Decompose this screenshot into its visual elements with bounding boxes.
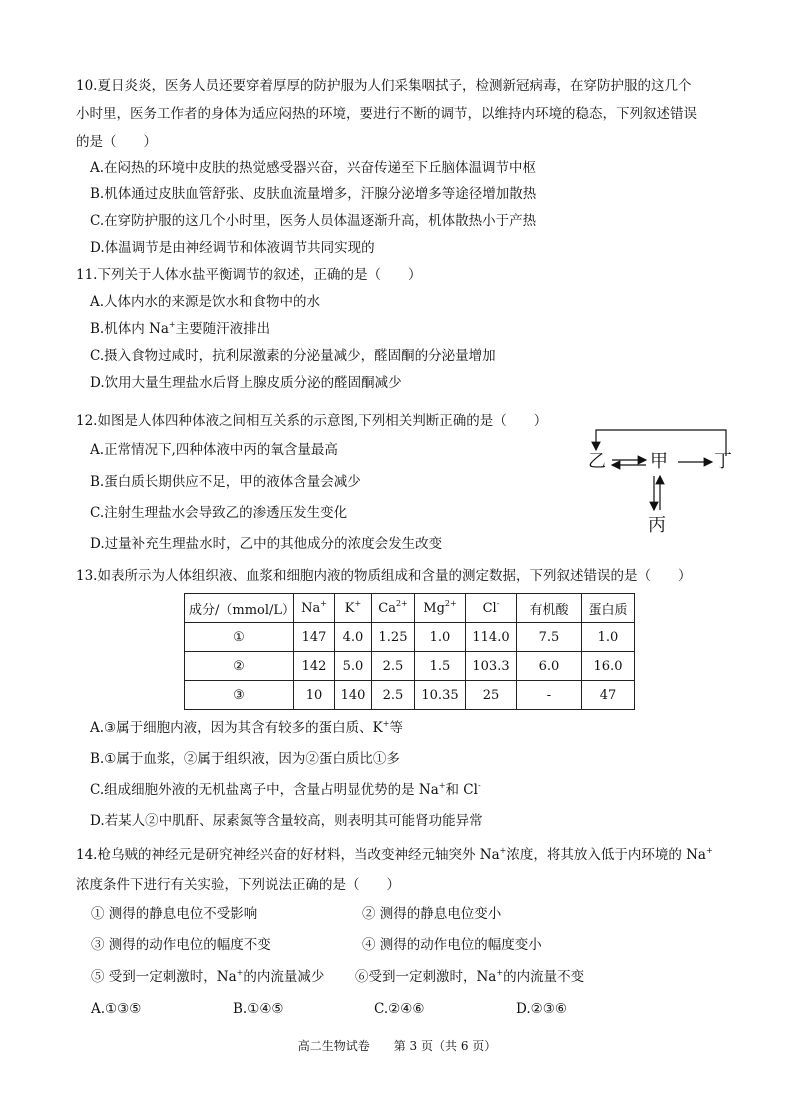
q10-stem-line3: 的是（ ）	[76, 134, 157, 150]
table-header-cell: Na+	[294, 594, 335, 623]
q11-option-d: D.饮用大量生理盐水后肾上腺皮质分泌的醛固酮减少	[90, 375, 402, 391]
q14-statement-3: ③ 测得的动作电位的幅度不变	[91, 937, 271, 953]
diagram-label-bing: 丙	[648, 515, 666, 536]
q10-option-c: C.在穿防护服的这几个小时里，医务人员体温逐渐升高，机体散热小于产热	[90, 213, 537, 229]
table-cell: 140	[335, 681, 372, 710]
table-cell: 5.0	[335, 652, 372, 681]
q14-statement-2: ② 测得的静息电位变小	[362, 906, 502, 922]
table-row	[185, 681, 635, 710]
q11-option-b: B.机体内 Na+主要随汗液排出	[90, 320, 271, 337]
q13-option-d: D.若某人②中肌酐、尿素氮等含量较高，则表明其可能肾功能异常	[90, 813, 483, 829]
table-header-row	[185, 594, 635, 623]
q14-statement-5: ⑤ 受到一定刺激时，Na+的内流量减少	[91, 968, 325, 985]
table-cell: 147	[294, 623, 335, 652]
diagram-label-ding: 丁	[714, 451, 732, 472]
table-header-cell: K+	[335, 594, 372, 623]
table-cell: 10.35	[415, 681, 466, 710]
q14-option-c: C.②④⑥	[374, 1001, 425, 1017]
q12-stem: 12.如图是人体四种体液之间相互关系的示意图,下列相关判断正确的是（ ）	[76, 413, 548, 429]
q11-option-a: A.人体内水的来源是饮水和食物中的水	[90, 294, 321, 310]
table-header-cell: $Ca^{2+}$	[372, 594, 415, 623]
table-cell: ②	[185, 652, 294, 681]
q13-option-b: B.①属于血浆，②属于组织液，因为②蛋白质比①多	[90, 751, 400, 767]
diagram-label-yi: 乙	[588, 451, 606, 472]
table-cell: 16.0	[582, 652, 635, 681]
table-cell: 47	[582, 681, 635, 710]
q10-option-d: D.体温调节是由神经调节和体液调节共同实现的	[90, 240, 375, 256]
table-cell: -	[517, 681, 582, 710]
table-cell: 142	[294, 652, 335, 681]
q14-statement-6: ⑥受到一定刺激时，Na+的内流量不变	[355, 968, 585, 985]
q13-stem: 13.如表所示为人体组织液、血浆和细胞内液的物质组成和含量的测定数据，下列叙述错误的是（ ）	[76, 568, 692, 584]
page-footer: 高二生物试卷 第 3 页（共 6 页）	[297, 1039, 497, 1053]
table-header-cell: $Mg^{2+}$	[415, 594, 466, 623]
table-cell: 114.0	[466, 623, 517, 652]
table-row	[185, 623, 635, 652]
composition-table	[184, 593, 635, 710]
q12-option-a: A.正常情况下,四种体液中丙的氧含量最高	[90, 442, 338, 458]
q14-statement-1: ① 测得的静息电位不受影响	[91, 906, 258, 922]
q14-stem-line1: 14.枪乌贼的神经元是研究神经兴奋的好材料，当改变神经元轴突外 Na+浓度，将其放入低于内环境的 Na+	[76, 846, 713, 863]
table-header-cell: 成分/（mmol/L）	[185, 594, 294, 623]
q11-stem: 11.下列关于人体水盐平衡调节的叙述，正确的是（ ）	[76, 267, 422, 283]
q14-statement-4: ④ 测得的动作电位的幅度变小	[362, 937, 542, 953]
table-header-cell: 蛋白质	[582, 594, 635, 623]
q11-option-c: C.摄入食物过咸时，抗利尿激素的分泌量减少，醛固酮的分泌量增加	[90, 348, 496, 364]
q10-stem-line1: 10.夏日炎炎，医务人员还要穿着厚厚的防护服为人们采集咽拭子，检测新冠病毒，在穿防护服的这几个	[76, 78, 692, 94]
table-cell: 10	[294, 681, 335, 710]
q13-option-c: C.组成细胞外液的无机盐离子中，含量占明显优势的是 Na+和 Cl-	[90, 781, 481, 798]
table-cell: 1.0	[415, 623, 466, 652]
q14-stem-line2: 浓度条件下进行有关实验，下列说法正确的是（ ）	[76, 877, 400, 893]
table-cell: 25	[466, 681, 517, 710]
table-cell: 7.5	[517, 623, 582, 652]
q10-stem-line2: 小时里，医务工作者的身体为适应闷热的环境，要进行不断的调节，以维持内环境的稳态，下列叙述错误	[76, 106, 697, 122]
q12-option-b: B.蛋白质长期供应不足，甲的液体含量会减少	[90, 474, 361, 490]
q10-option-a: A.在闷热的环境中皮肤的热觉感受器兴奋，兴奋传递至下丘脑体温调节中枢	[90, 160, 537, 176]
body-fluid-diagram	[588, 428, 748, 540]
table-cell: 4.0	[335, 623, 372, 652]
q14-option-d: D.②③⑥	[516, 1001, 567, 1017]
table-cell: 103.3	[466, 652, 517, 681]
q12-option-d: D.过量补充生理盐水时，乙中的其他成分的浓度会发生改变	[90, 536, 443, 552]
table-cell: 1.25	[372, 623, 415, 652]
q13-option-a: A.③属于细胞内液，因为其含有较多的蛋白质、K+等	[90, 719, 403, 736]
table-header-cell: 有机酸	[517, 594, 582, 623]
table-cell: 1.0	[582, 623, 635, 652]
table-cell: ③	[185, 681, 294, 710]
q14-option-b: B.①④⑤	[233, 1001, 284, 1017]
q14-option-a: A.①③⑤	[91, 1001, 142, 1017]
table-row	[185, 652, 635, 681]
table-cell: 2.5	[372, 681, 415, 710]
table-cell: 1.5	[415, 652, 466, 681]
q12-option-c: C.注射生理盐水会导致乙的渗透压发生变化	[90, 505, 348, 521]
q10-option-b: B.机体通过皮肤血管舒张、皮肤血流量增多，汗腺分泌增多等途径增加散热	[90, 186, 537, 202]
table-cell: 6.0	[517, 652, 582, 681]
table-header-cell: Cl-	[466, 594, 517, 623]
table-cell: ①	[185, 623, 294, 652]
table-cell: 2.5	[372, 652, 415, 681]
diagram-arrows	[588, 428, 748, 540]
diagram-label-jia: 甲	[650, 451, 668, 472]
